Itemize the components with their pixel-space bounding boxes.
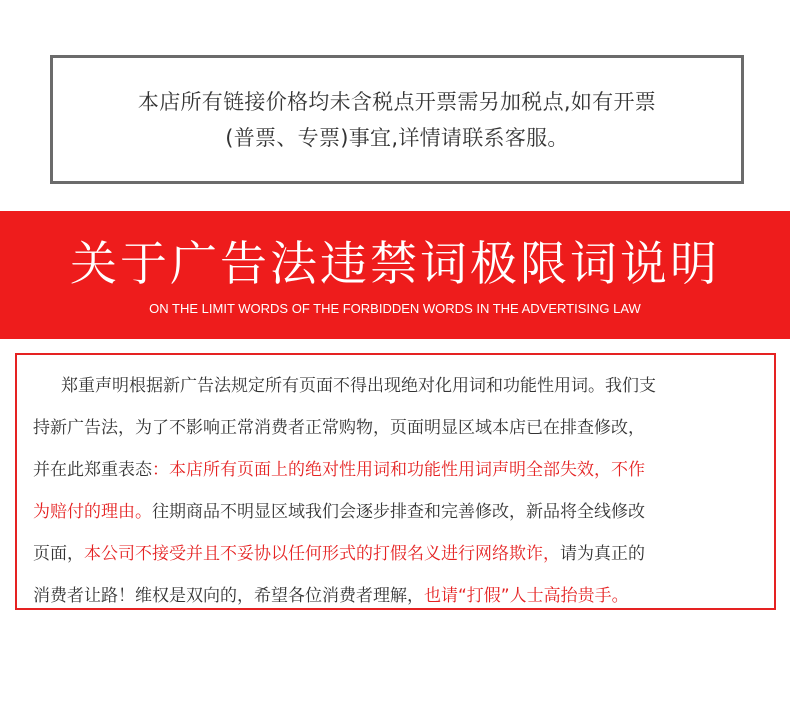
limit-words-statement [15,353,776,610]
statement-line-5 [33,533,758,575]
tax-invoice-notice [50,55,744,184]
statement-text: 消费者让路！维权是双向的，希望各位消费者理解， [33,586,424,606]
statement-line-2 [33,407,758,449]
banner-title: 关于广告法违禁词极限词说明 [70,237,720,292]
statement-text: 持新广告法，为了不影响正常消费者正常购物，页面明显区域本店已在排查修改， [33,418,645,438]
statement-line-4 [33,491,758,533]
statement-text: 郑重声明根据新广告法规定所有页面不得出现绝对化用词和功能性用词。我们支 [61,376,656,396]
notice-line-1: 本店所有链接价格均未含税点开票需另加税点,如有开票 [137,89,657,114]
statement-highlight: ：本店所有页面上的绝对性用词和功能性用词声明全部失效，不作 [152,460,645,480]
statement-text: 并在此郑重表态 [33,460,152,480]
advertising-law-banner [0,211,790,339]
banner-subtitle: ON THE LIMIT WORDS OF THE FORBIDDEN WORDS IN THE ADVERTISING LAW [149,301,641,316]
notice-line-2: (普票、专票)事宜,详情请联系客服。 [225,125,569,150]
statement-text: 请为真正的 [560,544,645,564]
statement-line-1 [33,365,758,407]
statement-line-6 [33,575,758,617]
statement-text: 页面， [33,544,84,564]
statement-text: 往期商品不明显区域我们会逐步排查和完善修改，新品将全线修改 [152,502,645,522]
statement-highlight: 也请“打假”人士高抬贵手。 [424,586,629,606]
statement-line-3 [33,449,758,491]
statement-highlight: 为赔付的理由。 [33,502,152,522]
statement-highlight: 本公司不接受并且不妥协以任何形式的打假名义进行网络欺诈， [84,544,560,564]
